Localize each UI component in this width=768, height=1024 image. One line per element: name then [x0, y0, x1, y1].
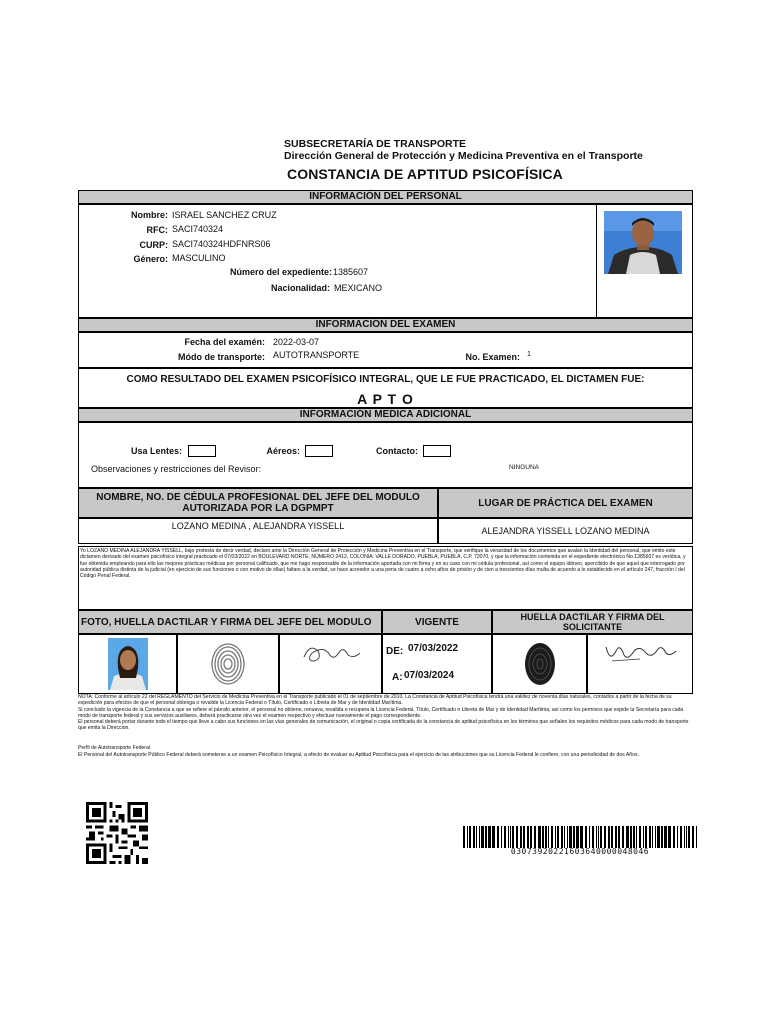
barcode-bar — [615, 826, 617, 848]
jefe-photo — [108, 638, 148, 690]
barcode-bar — [530, 826, 532, 848]
barcode-bar — [649, 826, 651, 848]
observaciones-value: NINGUNA — [509, 464, 539, 471]
barcode-bar — [557, 826, 559, 848]
barcode-bar — [576, 826, 579, 848]
barcode-bar — [548, 826, 549, 848]
perfil-text: El Personal del Autotransporte Público Federal deberá someterse a un examen Psicofísico Integral, a efecto de evaluar su Aptitud Psicofísica para el ejercicio de las atribuciones que su Licencia Federal le confiere, con una periodicidad de dos Años. — [78, 752, 639, 758]
rfc-label: RFC: — [146, 225, 168, 235]
barcode-bar — [523, 826, 525, 848]
lugar-practica-header: LUGAR DE PRÁCTICA DEL EXAMEN — [438, 488, 693, 518]
solicitante-signature — [600, 639, 680, 667]
vigencia-a-value: 07/03/2024 — [404, 670, 455, 681]
barcode-bar — [497, 826, 499, 848]
barcode-bar — [538, 826, 541, 848]
medica-section-title: INFORMACIÓN MÉDICA ADICIONAL — [78, 408, 693, 422]
nacionalidad-label: Nacionalidad: — [270, 283, 330, 293]
no-examen-label: No. Examen: — [465, 352, 520, 362]
barcode-bar — [668, 826, 671, 848]
lentes-label: Usa Lentes: — [130, 446, 182, 456]
person-photo — [604, 211, 682, 274]
vigente-header: VIGENTE — [382, 610, 492, 634]
barcode-bar — [589, 826, 590, 848]
barcode-bar — [564, 826, 565, 848]
barcode-bar — [643, 826, 644, 848]
examen-section-title: INFORMACIÓN DEL EXAMEN — [78, 318, 693, 332]
fecha-value: 2022-03-07 — [273, 337, 320, 347]
barcode-bar — [551, 826, 553, 848]
solicitante-fingerprint — [523, 640, 557, 688]
jefe-signature-cell — [279, 634, 382, 694]
personal-section-title: INFORMACIÓN DEL PERSONAL — [78, 190, 693, 204]
barcode-bar — [504, 826, 506, 848]
resultado-text: COMO RESULTADO DEL EXAMEN PSICOFÍSICO INTEGRAL, QUE LE FUE PRACTICADO, EL DICTAMEN FUE: — [126, 374, 645, 385]
barcode-bar — [664, 826, 667, 848]
barcode-bar — [469, 826, 471, 848]
barcode-bar — [636, 826, 637, 848]
barcode-bar — [622, 826, 624, 848]
barcode-bar — [696, 826, 697, 848]
solicitante-signature-cell — [587, 634, 693, 694]
barcode-bar — [630, 826, 632, 848]
barcode-bar — [510, 826, 511, 848]
barcode-bar — [639, 826, 641, 848]
barcode-bar — [580, 826, 583, 848]
barcode-bar — [677, 826, 678, 848]
barcode-bar — [684, 826, 685, 848]
barcode-bar — [569, 826, 572, 848]
jefe-fingerprint — [208, 641, 248, 687]
contacto-label: Contacto: — [376, 446, 418, 456]
dictamen-value: A P T O — [357, 391, 414, 407]
barcode-bar — [463, 826, 465, 848]
huella-solicitante-header: HUELLA DACTILAR Y FIRMA DEL SOLICITANTE — [492, 610, 693, 634]
barcode-bar — [492, 826, 495, 848]
barcode-bar — [626, 826, 629, 848]
barcode-number: 03073920221603640000048046 — [510, 847, 650, 856]
jefe-nombre-value: LOZANO MEDINA , ALEJANDRA YISSELL — [171, 521, 345, 531]
lugar-practica-value: ALEJANDRA YISSELL LOZANO MEDINA — [481, 526, 650, 536]
barcode-bar — [534, 826, 536, 848]
nacionalidad-value: MEXICANO — [334, 283, 383, 293]
barcode-bar — [512, 826, 514, 848]
barcode-bar — [476, 826, 477, 848]
genero-label: Género: — [133, 254, 168, 264]
solicitante-fingerprint-cell — [492, 634, 587, 694]
jefe-signature — [296, 639, 366, 667]
perfil-title: Perfil de Autotransporte Federal — [78, 745, 150, 751]
nombre-label: Nombre: — [130, 210, 168, 220]
barcode-bar — [604, 826, 606, 848]
expediente-value: 1385607 — [333, 267, 369, 277]
barcode-bar — [516, 826, 518, 848]
genero-value: MASCULINO — [172, 253, 226, 263]
barcode-bar — [555, 826, 556, 848]
barcode-bar — [467, 826, 468, 848]
barcode-bar — [608, 826, 610, 848]
barcode-bar — [655, 826, 656, 848]
barcode-bar — [592, 826, 594, 848]
barcode-bar — [561, 826, 563, 848]
barcode-bar — [473, 826, 475, 848]
curp-label: CURP: — [139, 240, 168, 250]
jefe-photo-cell — [78, 634, 177, 694]
barcode-bar — [692, 826, 694, 848]
contacto-checkbox — [423, 445, 451, 457]
jefe-nombre-header: NOMBRE, NO. DE CÉDULA PROFESIONAL DEL JEFE DEL MODULO AUTORIZADA POR LA DGPMPT — [78, 488, 438, 518]
direccion-heading: Dirección General de Protección y Medicina Preventiva en el Transporte — [284, 150, 643, 162]
modo-label: Módo de transporte: — [178, 352, 265, 362]
barcode-bar — [686, 826, 687, 848]
fecha-label: Fecha del examén: — [184, 337, 265, 347]
barcode-bar — [485, 826, 487, 848]
barcode-bar — [542, 826, 544, 848]
nombre-value: ISRAEL SANCHEZ CRUZ — [172, 210, 277, 220]
foto-huella-jefe-header: FOTO, HUELLA DACTILAR Y FIRMA DEL JEFE DEL MODULO — [78, 610, 382, 634]
barcode-bar — [600, 826, 602, 848]
document-title: CONSTANCIA DE APTITUD PSICOFÍSICA — [287, 166, 563, 182]
barcode-bar — [585, 826, 587, 848]
no-examen-value: 1 — [527, 351, 531, 358]
barcode-bar — [652, 826, 653, 848]
barcode-bar — [527, 826, 529, 848]
expediente-label: Número del expediente: — [229, 267, 332, 277]
subsecretaria-heading: SUBSECRETARÍA DE TRANSPORTE — [284, 138, 467, 150]
barcode-bar — [573, 826, 575, 848]
barcode-bar — [479, 826, 480, 848]
barcode-bar — [645, 826, 647, 848]
barcode-bar — [633, 826, 635, 848]
barcode-bar — [567, 826, 568, 848]
modo-value: AUTOTRANSPORTE — [273, 350, 360, 360]
nota-text: NOTA: Conforme al artículo 22 del REGLAMENTO del Servicio de Medicina Preventiva en el Transporte publicado el 01 de septiembre de 2010, La Constancia de Aptitud Psicofísica tendrá una validez de noventa días naturales, contados a partir de la fecha de su expedición para efectos de que el personal obtenga o revalide la Licencia Federal o Título, Certificado o Libreta de Mar y de Identidad Marítima. Si concluido la vigencia de la Constancia a que se refiere el párrafo anterior, el personal no obtiene, renueva, revalida o recupera la Licencia Federal, Título, Certificado o Libreta de Mar y de Identidad Marítima, así como los permisos que expide la Secretaría para cada modo de transporte federal y sus servicios auxiliares, deberá practicarse otra vez el examen respectivo y efectuar nuevamente el pago correspondiente. El personal deberá portar durante todo el tiempo que lleve a cabo sus funciones en las vías generales de comunicación, el original o copia certificada de la constancia de aptitud psicofísica en los términos que señalen los requisitos médicos para cada modo de transporte que emita la Direccion. — [78, 694, 689, 732]
barcode-bar — [501, 826, 502, 848]
barcode-bar — [611, 826, 613, 848]
barcode-bar — [545, 826, 547, 848]
barcode-bar — [520, 826, 522, 848]
barcode-bar — [688, 826, 690, 848]
curp-value: SACI740324HDFNRS06 — [172, 239, 271, 249]
barcode-bar — [596, 826, 597, 848]
observaciones-label: Observaciones y restricciones del Revisor: — [91, 464, 262, 474]
vigencia-de-value: 07/03/2022 — [408, 643, 459, 654]
declaracion-text: Yo LOZANO MEDINA ALEJANDRA YISSELL, bajo protesta de decir verdad, declaro ante la Dirección General de Protección y Medicina Preventiva en el Transporte, que verifique la veracidad de los documentos que avalan la identidad del personal, que emito este dictamen derivado del examen psicofísico integral practicado el 07/03/2022 en BOULEVARD NORTE, NÚMERO 2412, COLONIA: VALLE DORADO, PUEBLA, PUEBLA, C.P. 72070, y que la información contenida en el expediente electrónico No.1385607 es verídica, y fue obtenida empleando para ello las mejores prácticas médicas por personal calificado, que me hago responsable de la información aportada con mi firma y en su caso con mi cédula profesional, así como el equipo idóneo, apercibido de que aquel que interrogado por autoridad pública distinta de la judicial (en ejercicio de sus funciones o con motivo de ellas) faltare a la verdad, se hace acreedor a una pena de cuatro a ocho años de prisión y de cien a trescientos días multa de acuerdo a lo establecido en el artículo 247, fracción I del Código Penal Federal. — [80, 548, 686, 580]
barcode-bar — [657, 826, 660, 848]
aereos-checkbox — [305, 445, 333, 457]
barcode — [463, 826, 697, 848]
jefe-fingerprint-cell — [177, 634, 279, 694]
vigencia-de-label: DE: — [386, 646, 404, 657]
barcode-bar — [618, 826, 620, 848]
rfc-value: SACI740324 — [172, 224, 224, 234]
aereos-label: Aéreos: — [266, 446, 300, 456]
barcode-bar — [673, 826, 675, 848]
barcode-bar — [481, 826, 484, 848]
barcode-bar — [488, 826, 491, 848]
barcode-bar — [680, 826, 682, 848]
vigencia-a-label: A: — [392, 672, 403, 683]
qr-code — [86, 802, 148, 864]
barcode-bar — [661, 826, 663, 848]
barcode-bar — [598, 826, 599, 848]
barcode-bar — [508, 826, 509, 848]
lentes-checkbox — [188, 445, 216, 457]
